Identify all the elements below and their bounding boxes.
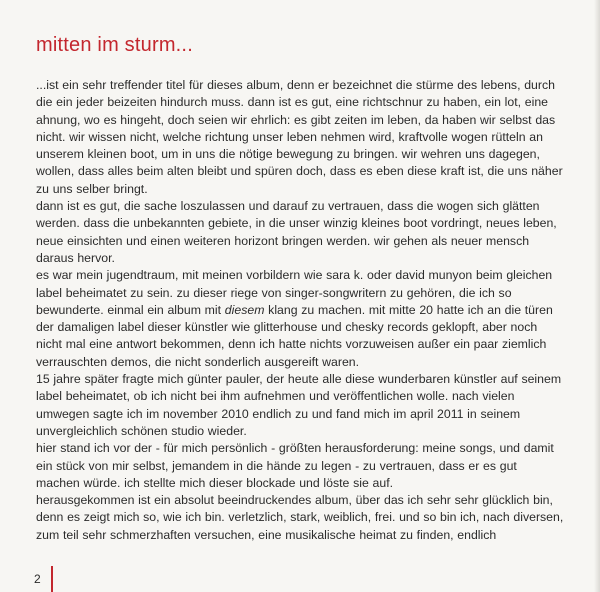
paragraph-3-after: klang zu machen. mit mitte 20 hatte ich an die türen der damaligen label dieser künstler wie glitterhouse und chesky records geklopft, aber noch nicht mal eine antwort bekommen, denn ich hatte nichts vorzuweisen außer ein paar ziemlich verrauschten demos, die nicht sonderlich ausgereift waren. — [36, 302, 553, 369]
page-edge-shadow — [594, 0, 600, 592]
paragraph-3-before: es war mein jugendtraum, mit meinen vorbildern wie sara k. oder david munyon beim gleichen label beheimatet zu sein. zu dieser riege von singer-songwritern zu gehören, die ich so bewunderte. einmal ein album mit — [36, 268, 553, 317]
paragraph-3 — [36, 267, 564, 371]
paragraph-3-emphasis: diesem — [224, 302, 265, 317]
page-title: mitten im sturm... — [36, 34, 193, 56]
paragraph-1: ...ist ein sehr treffender titel für dieses album, denn er bezeichnet die stürme des lebens, durch die ein jeder beizeiten hindurch muss. dann ist es gut, eine richtschnur zu haben, ein lot, eine ahnung, wo es hingeht, doch seien wir ehrlich: es gibt zeiten im leben, da haben wir selbst das nicht. wir wissen nicht, welche richtung unser leben nehmen wird, kraftvolle wogen rütteln an unserem kleinen boot, um in uns die nötige bewegung zu bringen. wir wehren uns dagegen, wollen, dass alles beim alten bleibt und spüren doch, dass es eben diese kraft ist, die uns näher zu uns selber bringt. — [36, 78, 563, 196]
paragraph-2: dann ist es gut, die sache loszulassen und darauf zu vertrauen, dass die wogen sich glätten werden. dass die unbekannten gebiete, in die unser winzig kleines boot vordringt, neues leben, neue einsichten und einen weiteren horizont bringen werden. wir gehen als neuer mensch daraus hervor. — [36, 199, 557, 265]
page-footer — [34, 566, 53, 592]
body-text — [36, 77, 564, 544]
paragraph-6: herausgekommen ist ein absolut beeindruckendes album, über das ich sehr sehr glücklich bin, denn es zeigt mich so, wie ich bin. verletzlich, stark, weiblich, frei. und so bin ich, nach diversen, zum teil sehr schmerzhaften versuchen, eine musikalische heimat zu finden, endlich — [36, 493, 564, 542]
paragraph-4: 15 jahre später fragte mich günter pauler, der heute alle diese wunderbaren künstler auf seinem label beheimatet, ob ich nicht bei ihm aufnehmen und veröffentlichen wolle. nach vielen umwegen sagte ich im november 2010 endlich zu und fand mich im april 2011 in seinem unvergleichlich schönen studio wieder. — [36, 372, 562, 438]
page-number: 2 — [34, 572, 41, 586]
red-margin-rule — [51, 566, 53, 592]
paragraph-5: hier stand ich vor der - für mich persönlich - größten herausforderung: meine songs, und damit ein stück von mir selbst, jemandem in die hände zu legen - zu vertrauen, dass er es gut machen würde. ich stellte mich dieser blockade und löste sie auf. — [36, 441, 554, 490]
